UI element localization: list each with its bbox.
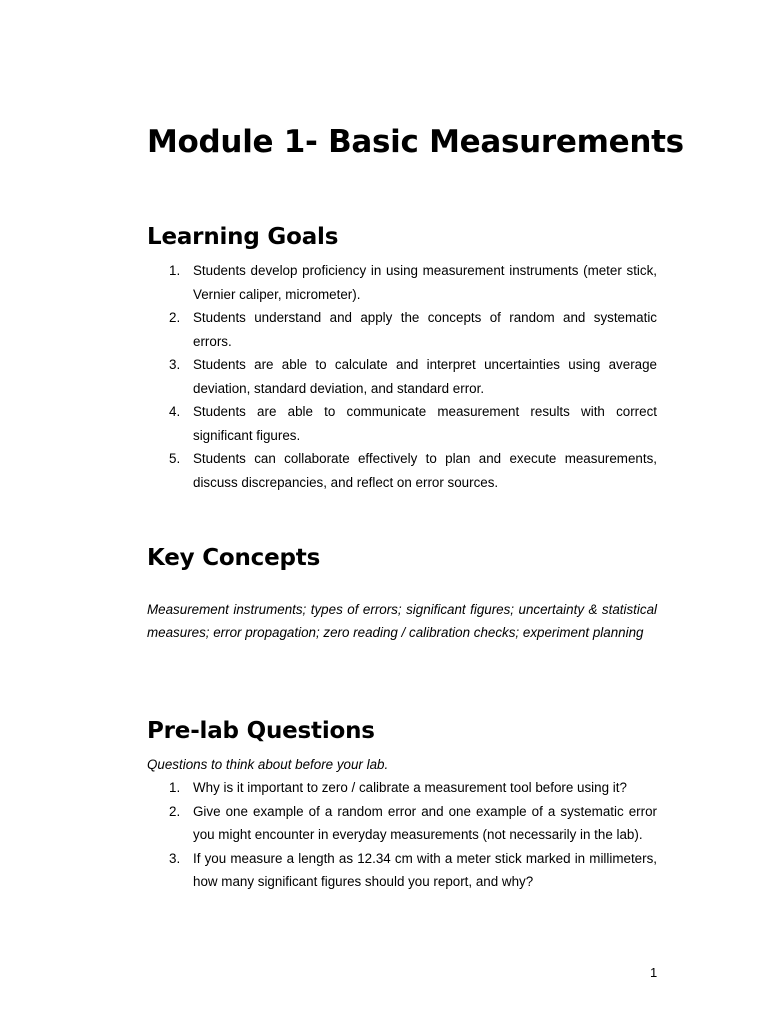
list-item-text: Why is it important to zero / calibrate a measurement tool before using it? — [193, 780, 627, 795]
list-number: 2. — [169, 803, 181, 819]
prelab-questions-list — [147, 776, 657, 894]
prelab-intro: Questions to think about before your lab. — [147, 757, 389, 772]
list-number: 3. — [169, 850, 181, 866]
list-number: 1. — [169, 780, 181, 795]
page-title: Module 1- Basic Measurements — [147, 124, 684, 160]
list-item — [147, 447, 657, 494]
learning-goals-list — [147, 259, 657, 494]
list-item — [147, 776, 657, 800]
list-item — [147, 259, 657, 306]
list-item — [147, 306, 657, 353]
list-item-text: Students are able to calculate and interpret uncertainties using average deviation, standard deviation, and standard error. — [193, 357, 657, 396]
list-item — [147, 800, 657, 847]
list-item-text: Students are able to communicate measurement results with correct significant figures. — [193, 404, 657, 443]
document-page — [147, 0, 684, 1024]
list-item-text: If you measure a length as 12.34 cm with a meter stick marked in millimeters, how many significant figures should you report, and why? — [193, 850, 657, 889]
key-concepts-heading: Key Concepts — [147, 545, 321, 571]
key-concepts-text: Measurement instruments; types of errors; significant figures; uncertainty & statistical measures; error propagation; zero reading / calibration checks; experiment planning — [147, 602, 657, 641]
prelab-heading: Pre-lab Questions — [147, 718, 375, 744]
list-item — [147, 353, 657, 400]
list-item — [147, 847, 657, 894]
list-item-text: Give one example of a random error and one example of a systematic error you might encounter in everyday measurements (not necessarily in the lab). — [193, 803, 657, 842]
list-number: 1. — [169, 263, 181, 278]
list-number: 4. — [169, 404, 181, 419]
page-number: 1 — [650, 965, 658, 980]
list-number: 3. — [169, 357, 181, 372]
list-item-text: Students can collaborate effectively to plan and execute measurements, discuss discrepancies, and reflect on error sources. — [193, 451, 657, 490]
list-item — [147, 400, 657, 447]
list-number: 5. — [169, 451, 181, 466]
list-item-text: Students develop proficiency in using measurement instruments (meter stick, Vernier caliper, micrometer). — [193, 263, 657, 302]
learning-goals-heading: Learning Goals — [147, 224, 339, 250]
list-number: 2. — [169, 310, 181, 325]
list-item-text: Students understand and apply the concepts of random and systematic errors. — [193, 310, 657, 349]
